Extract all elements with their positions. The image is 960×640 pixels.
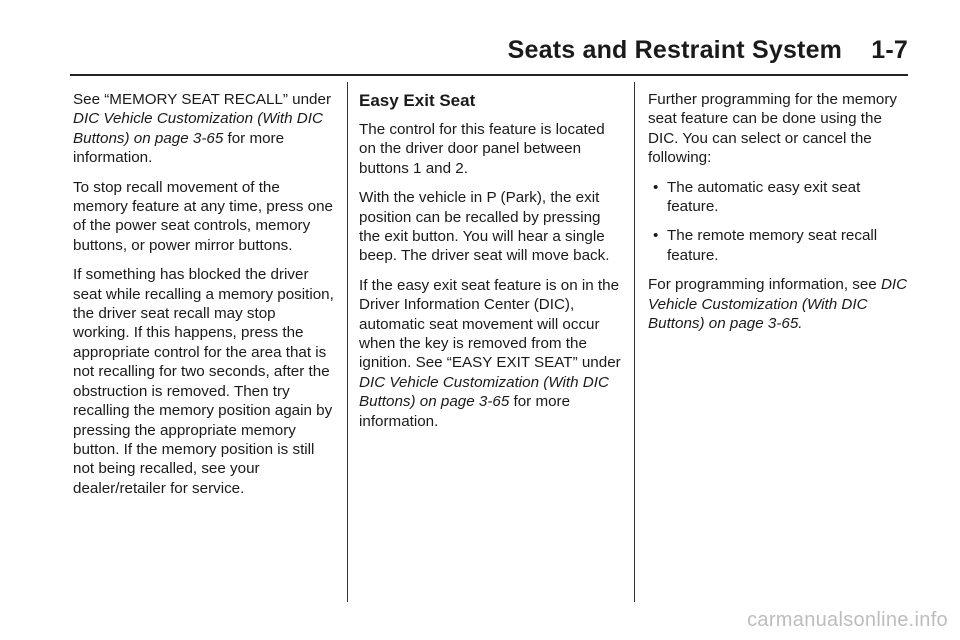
column-divider-1 (347, 82, 348, 602)
bullet-icon: • (653, 178, 659, 196)
list-item: • The automatic easy exit seat feature. (653, 178, 861, 216)
running-header (508, 36, 908, 65)
paragraph-control-location: The control for this feature is located on the driver door panel between buttons 1 and 2. (359, 121, 605, 177)
header-rule (70, 74, 908, 76)
cross-reference-link[interactable]: DIC Vehicle Customization (With DIC Buttons) on page 3-65 (359, 373, 609, 411)
paragraph-memory-recall-ref: See “MEMORY SEAT RECALL” under DIC Vehicle Customization (With DIC Buttons) on page 3-65 for more information. (73, 91, 332, 167)
paragraph-further-programming: Further programming for the memory seat feature can be done using the DIC. You can select or cancel the following: (648, 91, 897, 167)
page-number: 1-7 (871, 36, 908, 64)
section-heading: Easy Exit Seat (359, 91, 476, 110)
paragraph-blocked-seat: If something has blocked the driver seat while recalling a memory position, the driver seat recall may stop working. If this happens, press the appropriate control for the area that is not recalling for two seconds, after the obstruction is removed. Then try recalling the memory position again by pressing the appropriate memory button. If the memory position is still not being recalled, see your dealer/retailer for service. (73, 266, 334, 497)
column-2 (359, 90, 621, 441)
list-item: • The remote memory seat recall feature. (653, 227, 878, 264)
cross-reference-link[interactable]: DIC Vehicle Customization (With DIC Buttons) on page 3-65 (73, 110, 323, 147)
column-3 (648, 90, 910, 343)
paragraph-dic-easy-exit: If the easy exit seat feature is on in the Driver Information Center (DIC), automatic seat movement will occur when the key is removed from the ignition. See “EASY EXIT SEAT” under DIC Vehicle Customization (With DIC Buttons) on page 3-65 for more information. (359, 276, 621, 430)
column-1 (73, 90, 335, 508)
header-title: Seats and Restraint System (507, 36, 843, 64)
watermark: carmanualsonline.info (747, 609, 948, 631)
paragraph-stop-recall: To stop recall movement of the memory feature at any time, press one of the power seat controls, memory buttons, or power mirror buttons. (73, 178, 333, 254)
bullet-icon: • (653, 227, 659, 245)
cross-reference-link[interactable]: DIC Vehicle Customization (With DIC Buttons) on page 3-65. (648, 276, 908, 333)
paragraph-exit-position: With the vehicle in P (Park), the exit position can be recalled by pressing the exit button. You will hear a single beep. The driver seat will move back. (359, 189, 610, 265)
paragraph-programming-info: For programming information, see DIC Vehicle Customization (With DIC Buttons) on page 3-65. (648, 276, 908, 333)
column-divider-2 (634, 82, 635, 602)
